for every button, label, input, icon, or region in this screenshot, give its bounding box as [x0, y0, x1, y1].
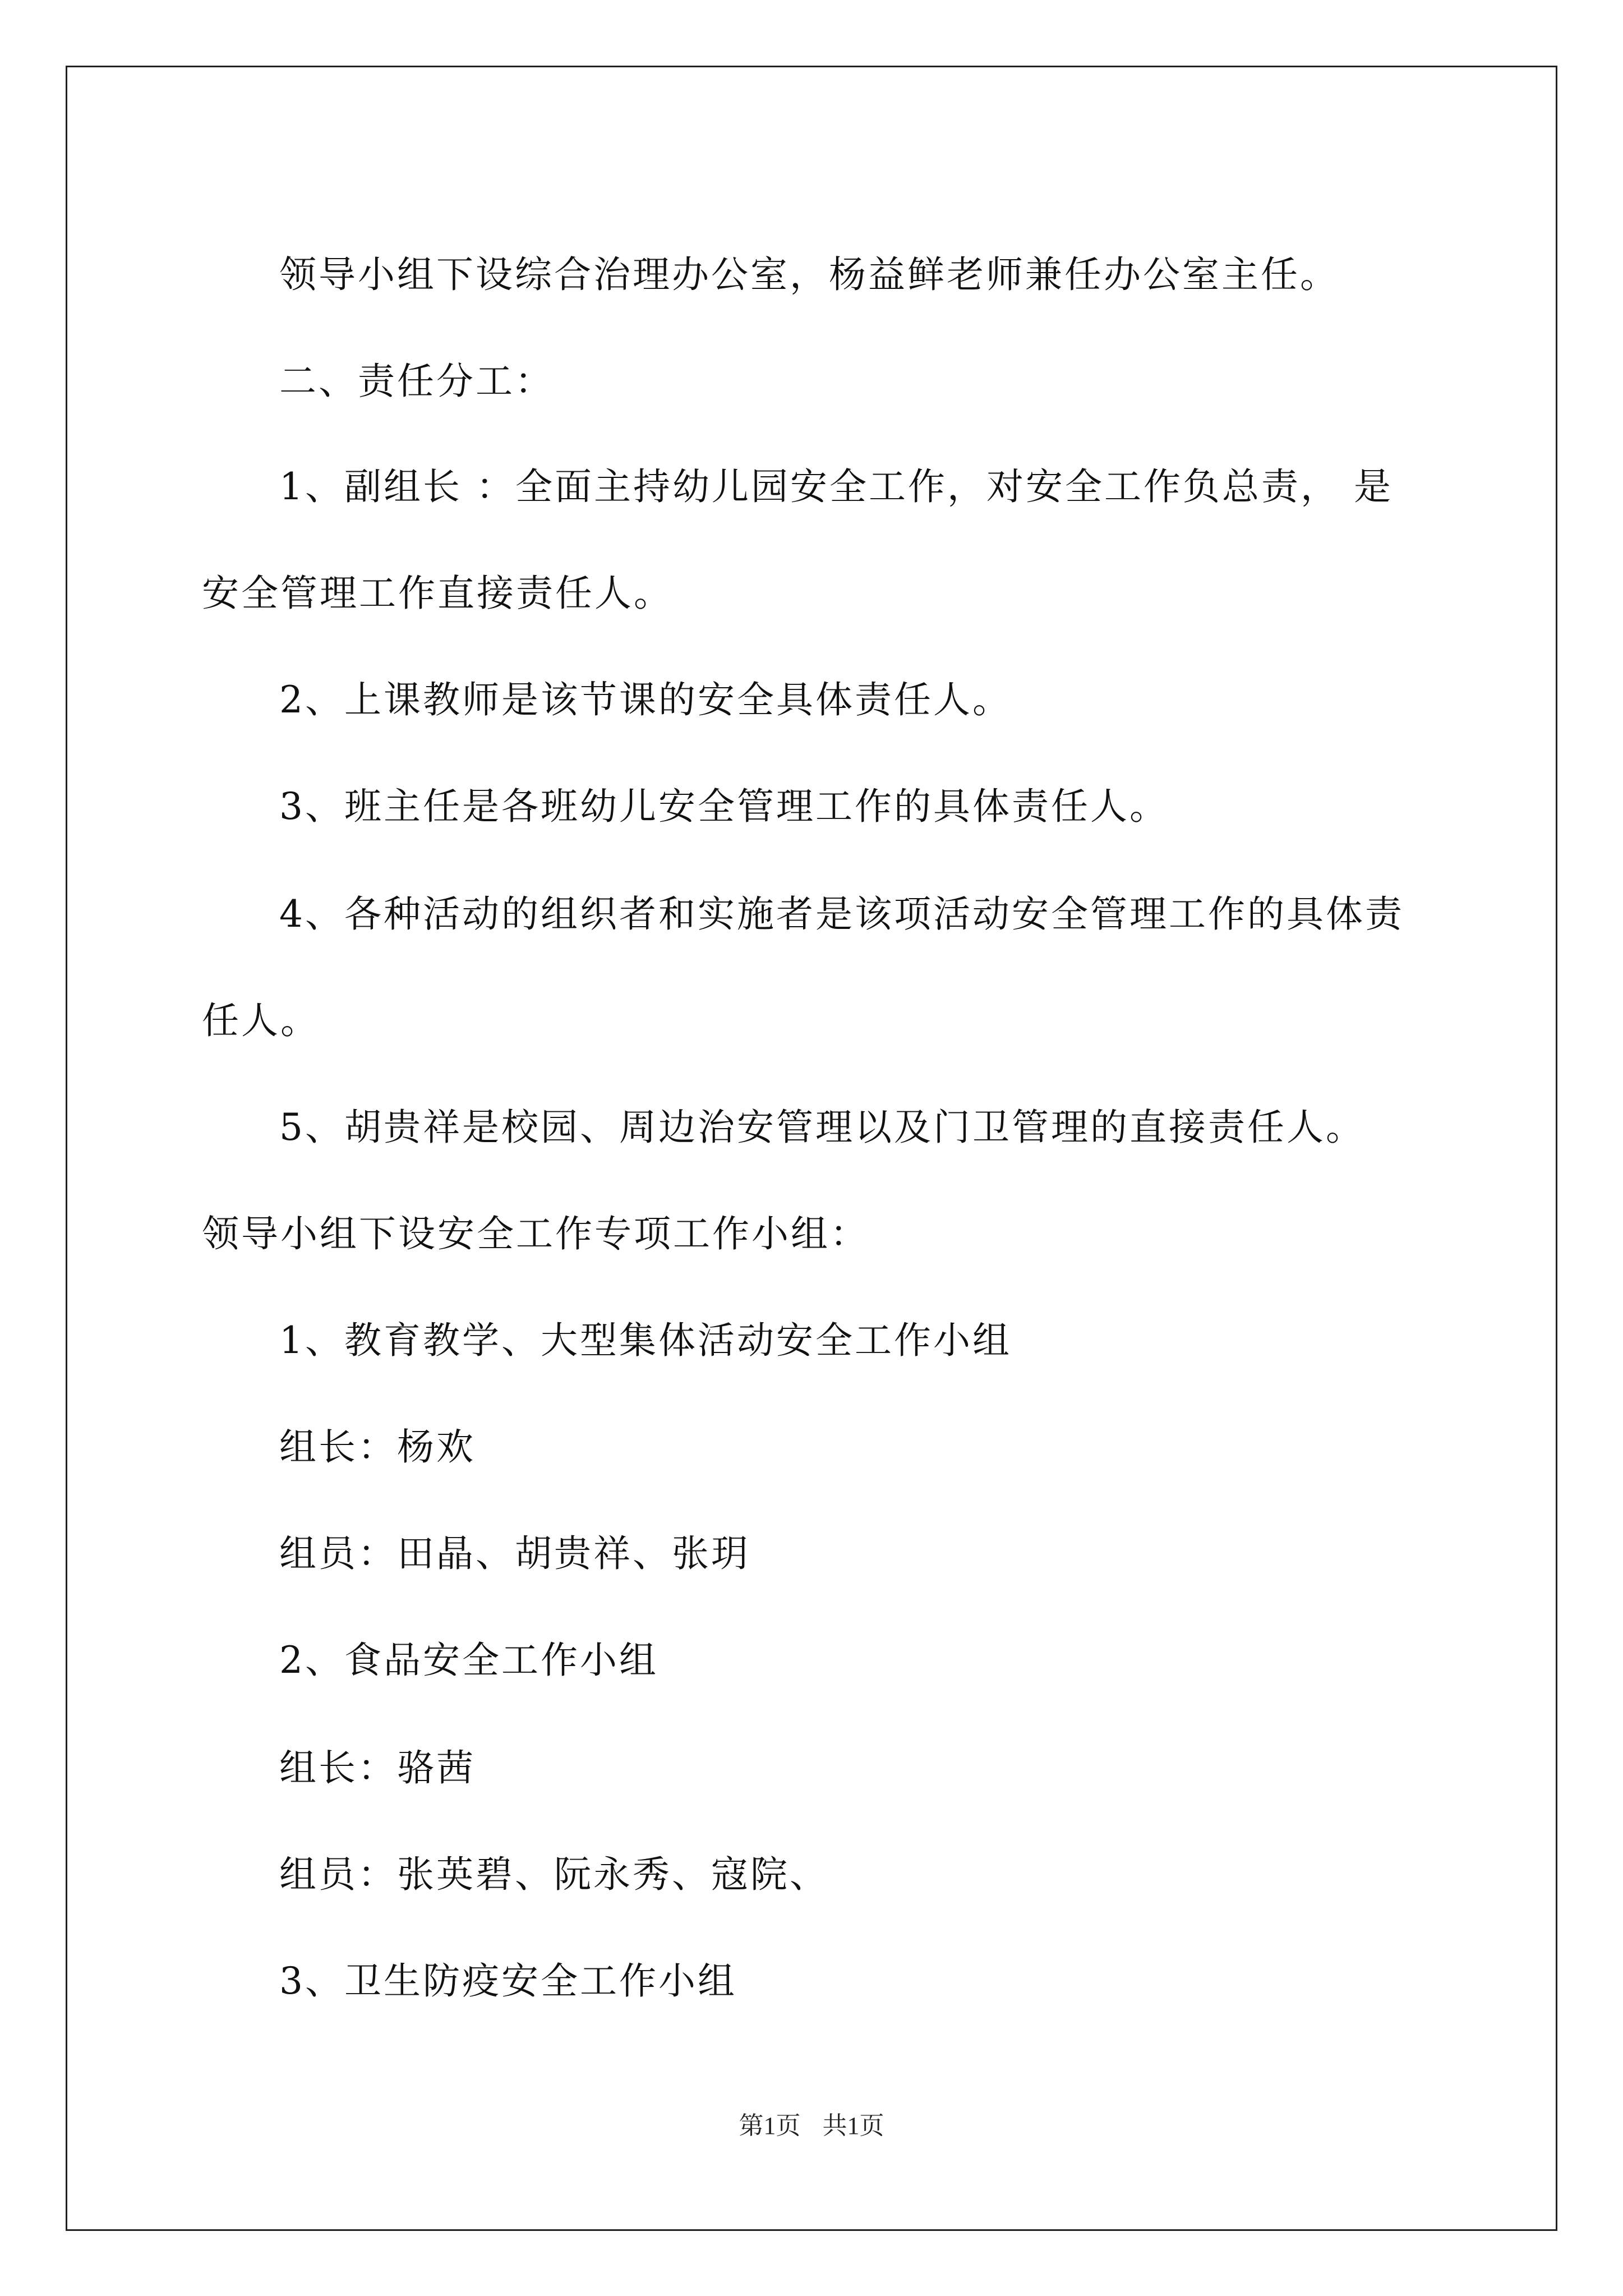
page-frame — [66, 66, 1557, 2231]
paragraph-line: 2、上课教师是该节课的安全具体责任人。 — [279, 678, 1012, 721]
paragraph-line: 5、胡贵祥是校园、周边治安管理以及门卫管理的直接责任人。 — [279, 1106, 1365, 1149]
paragraph-line: 安全管理工作直接责任人。 — [202, 572, 673, 615]
paragraph-line: 1、教育教学、大型集体活动安全工作小组 — [279, 1319, 1012, 1362]
paragraph-line: 领导小组下设综合治理办公室，杨益鲜老师兼任办公室主任。 — [279, 253, 1339, 296]
paragraph-line: 1、副组长 ：全面主持幼儿园安全工作，对安全工作负总责， 是 — [279, 465, 1393, 508]
paragraph-line: 3、卫生防疫安全工作小组 — [279, 1959, 737, 2003]
page-number-total: 共1页 — [822, 2112, 884, 2139]
paragraph-line: 组员：田晶、胡贵祥、张玥 — [279, 1532, 750, 1575]
section-heading: 二、责任分工： — [279, 360, 554, 403]
document-body — [67, 67, 1556, 2229]
paragraph-line: 2、食品安全工作小组 — [279, 1639, 658, 1682]
paragraph-line: 4、各种活动的组织者和实施者是该项活动安全管理工作的具体责 — [279, 892, 1404, 936]
page-footer — [67, 2110, 1556, 2142]
paragraph-line: 领导小组下设安全工作专项工作小组： — [202, 1212, 869, 1255]
paragraph-line: 任人。 — [202, 999, 320, 1042]
paragraph-line: 组长：骆茜 — [279, 1746, 476, 1789]
paragraph-line: 3、班主任是各班幼儿安全管理工作的具体责任人。 — [279, 785, 1169, 828]
page-number-current: 第1页 — [739, 2112, 801, 2139]
paragraph-line: 组长：杨欢 — [279, 1425, 476, 1469]
paragraph-line: 组员：张英碧、阮永秀、寇院、 — [279, 1853, 829, 1896]
